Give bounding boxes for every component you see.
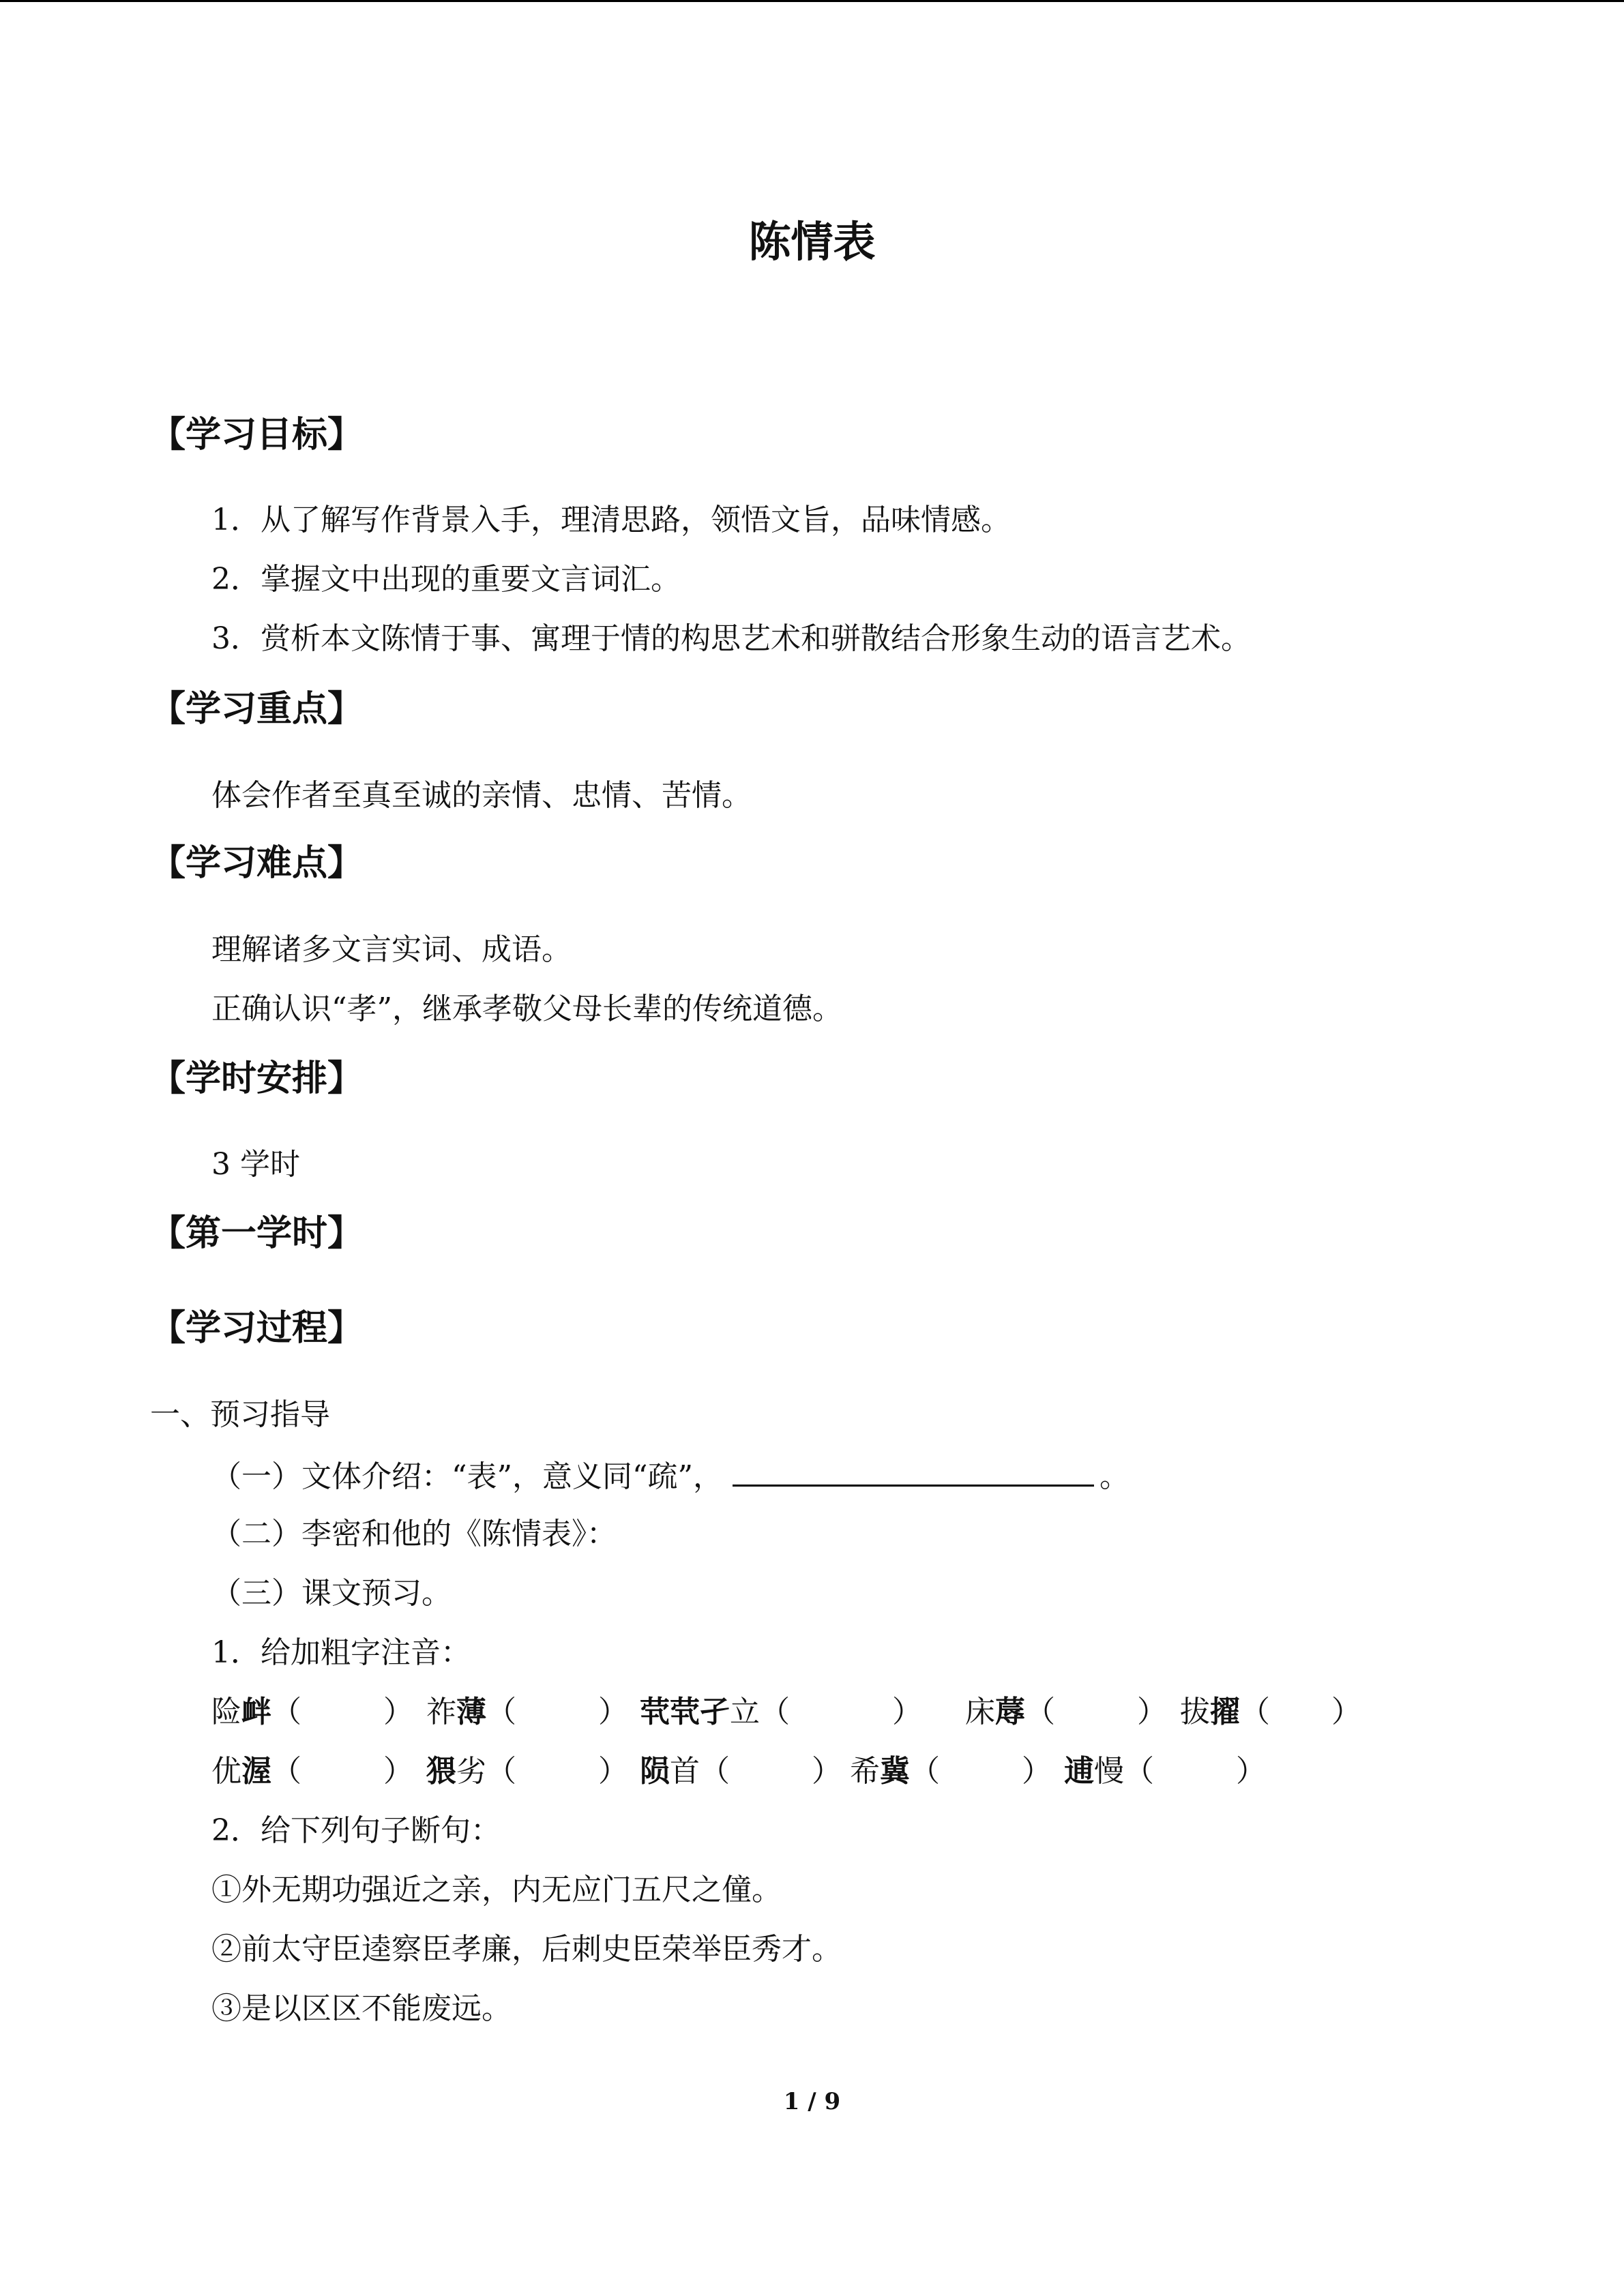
page-top-border (0, 0, 1624, 2)
author-intro-line: （二）李密和他的《陈情表》： (211, 1517, 617, 1551)
schedule-text: 3 学时 (211, 1147, 300, 1182)
pinyin-item: 优渥（ ） (211, 1754, 413, 1789)
genre-intro-text: （一）文体介绍：“表”，意义同“疏”， (211, 1459, 723, 1494)
pinyin-item: 希冀（ ） (850, 1754, 1052, 1789)
genre-answer-blank[interactable] (733, 1455, 1094, 1487)
sentence-3: ③是以区区不能废远。 (211, 1991, 512, 2026)
pinyin-item: 拔擢（ ） (1180, 1695, 1361, 1729)
process-heading: 【学习过程】 (150, 1307, 364, 1349)
schedule-heading: 【学时安排】 (150, 1058, 364, 1099)
pinyin-item: 陨首（ ） (640, 1754, 842, 1789)
pinyin-item: 猥劣（ ） (426, 1754, 628, 1789)
difficulties-heading: 【学习难点】 (150, 842, 364, 884)
objective-item-3: 3．赏析本文陈情于事、寓理于情的构思艺术和骈散结合形象生动的语言艺术。 (211, 621, 1251, 656)
genre-intro-line (211, 1455, 1130, 1497)
pinyin-question: 1．给加粗字注音： (211, 1635, 471, 1670)
key-points-heading: 【学习重点】 (150, 688, 364, 730)
sentence-1: ①外无期功强近之亲，内无应门五尺之僮。 (211, 1873, 782, 1907)
pinyin-item: 逋慢（ ） (1064, 1754, 1266, 1789)
first-period-heading: 【第一学时】 (150, 1212, 364, 1254)
objective-item-1: 1．从了解写作背景入手，理清思路，领悟文旨，品味情感。 (211, 503, 1011, 537)
text-preview-line: （三）课文预习。 (211, 1576, 452, 1611)
key-points-text: 体会作者至真至诚的亲情、忠情、苦情。 (211, 778, 752, 813)
punctuation-question: 2．给下列句子断句： (211, 1813, 501, 1848)
objectives-heading: 【学习目标】 (150, 414, 364, 456)
preview-guide-title: 一、预习指导 (150, 1397, 330, 1432)
pinyin-item: 险衅（ ） (211, 1695, 413, 1729)
difficulty-item-1: 理解诸多文言实词、成语。 (211, 932, 572, 967)
genre-intro-end: 。 (1099, 1459, 1130, 1494)
difficulty-item-2: 正确认识“孝”，继承孝敬父母长辈的传统道德。 (211, 992, 842, 1026)
objective-item-2: 2．掌握文中出现的重要文言词汇。 (211, 562, 681, 597)
pinyin-item: 祚薄（ ） (426, 1695, 628, 1729)
document-title: 陈情表 (748, 217, 876, 267)
sentence-2: ②前太守臣逵察臣孝廉，后刺史臣荣举臣秀才。 (211, 1932, 842, 1967)
pinyin-item: 床蓐（ ） (965, 1695, 1167, 1729)
page-number: 1 / 9 (783, 2088, 841, 2115)
pinyin-item: 茕茕孑立（ ） (640, 1695, 922, 1729)
